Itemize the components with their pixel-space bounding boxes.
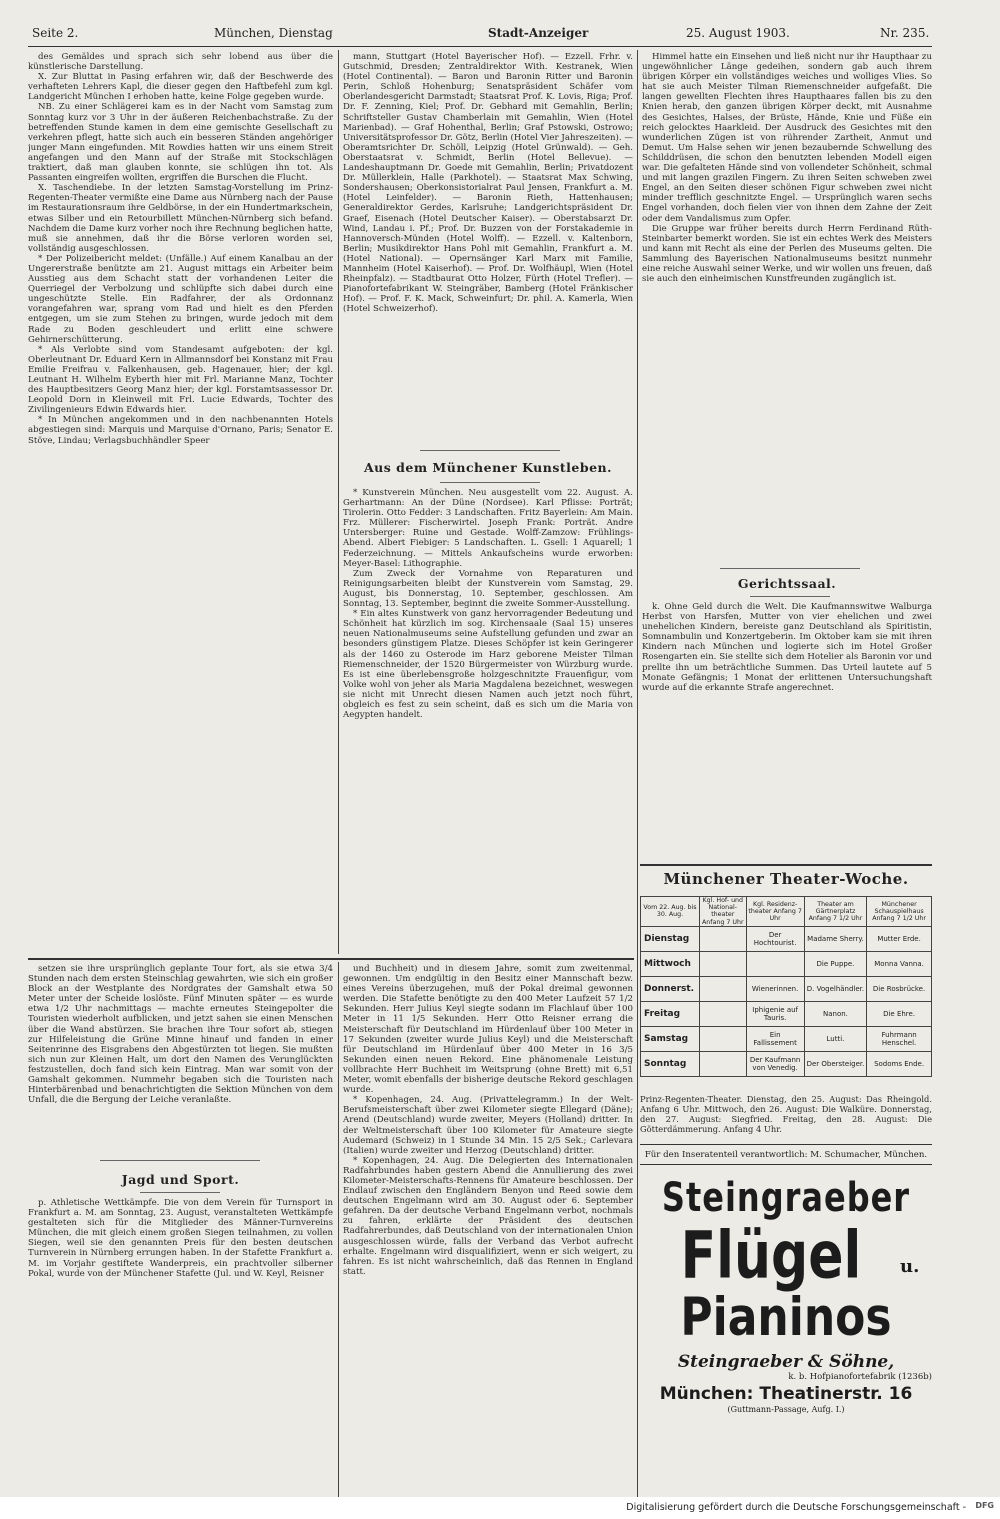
table-cell: [700, 976, 747, 1001]
section-rule: [28, 958, 634, 960]
table-cell: [700, 951, 747, 976]
table-cell: Ein Fallissement: [746, 1026, 804, 1051]
page-number: Seite 2.: [32, 26, 79, 40]
column-divider: [637, 50, 638, 1497]
ad-brand: Steingraeber: [661, 1173, 911, 1221]
ad-address-note: (Guttmann-Passage, Aufg. I.): [727, 1405, 845, 1414]
section-rule: [720, 568, 860, 569]
paragraph: k. Ohne Geld durch die Welt. Die Kaufmannswitwe Walburga Herbst von Harsfen, Mutter von vier ehelichen und zwei unehelichen Kindern, bereiste ganz Deutschland als Spiritistin, Somnambulin und Konzertgeberin. Im Oktober kam sie mit ihren Kindern nach München und logierte sich im Hotel Großer Rosengarten ein. Sie stellte sich dem Hotelier als Baronin vor und prellte ihn um beträchtliche Summen. Das Urteil lautete auf 5 Monate Gefängnis; 1 Monat der erlittenen Untersuchungshaft wurde auf die erkannte Strafe angerechnet.: [642, 602, 932, 693]
issue-date: 25. August 1903.: [686, 26, 790, 40]
ad-product-1: Flügel: [680, 1218, 862, 1294]
paragraph: X. Zur Bluttat in Pasing erfahren wir, daß der Beschwerde des verhafteten Lehrers Kapl, die dieser gegen den Haftbefehl zum kgl. Landgericht München I erhoben hatte, keine Folge gegeben wurde.: [28, 72, 333, 103]
dfg-logo: DFG: [975, 1501, 994, 1510]
responsible-line: Für den Inseratenteil verantwortlich: M. Schumacher, München.: [644, 1150, 928, 1160]
jagd-heading: Jagd und Sport.: [121, 1172, 240, 1187]
section-rule: [750, 596, 830, 597]
paragraph: Himmel hatte ein Einsehen und ließ nicht nur ihr Haupthaar zu ungewöhnlicher Länge gedeihen, sondern gab auch ihrem übrigen Körper ein vollständiges weiches und wolliges Vlies. So hat sie auch Meister Tilman Riemenschneider aufgefaßt. Die langen gewellten Flechten ihres Haupthaares fallen bis zu den Knien herab, den ganzen übrigen Körper deckt, mit Ausnahme des Gesichtes, Halses, der Brüste, Hände, Knie und Füße ein reich gelocktes Haarkleid. Der Ausdruck des Gesichtes mit den wunderlichen Zügen ist von rührender Zartheit, Anmut und Demut. Um Halse sehen wir jenen bezaubernde Schwellung des Schilddrüsen, die schon den benutzten lebenden Modell eigen war. Die gefalteten Hände sind von vollendeter Schönheit, schmal und mit langen grazilen Fingern. Zu ihren Seiten schweben zwei Engel, an den Seiten dieser schönen Figur schweben zwei nicht minder trefflich geschnitzte Engel. — Ursprünglich waren sechs Engel vorhanden, doch fielen vier von ihnen dem Zahne der Zeit oder dem Vandalismus zum Opfer.: [642, 52, 932, 224]
table-cell: Nanon.: [804, 1001, 866, 1026]
paper-title: Stadt-Anzeiger: [488, 26, 589, 40]
kunst-heading: Aus dem Münchener Kunstleben.: [363, 460, 612, 475]
section-rule: [140, 1192, 220, 1193]
table-header: Vom 22. Aug. bis 30. Aug.: [641, 897, 700, 927]
section-rule: [420, 450, 560, 451]
paragraph: * Der Polizeibericht meldet: (Unfälle.) Auf einem Kanalbau an der Ungererstraße benützte am 21. August mittags ein Arbeiter beim Ausstieg aus dem Schacht statt der vorhandenen Leiter die Querriegel der Verbolzung und schlüpfte sich dabei durch eine ungeschützte Stelle. Ein Radfahrer, der als Ordonnanz vorangefahren war, sprang vom Rad und hielt es den Pferden entgegen, um sie zum Stehen zu bringen, wurde jedoch mit dem Rade zu Boden geschleudert und erlitt eine schwere Gehirnerschütterung.: [28, 253, 333, 345]
table-cell: Monna Vanna.: [867, 951, 932, 976]
theater-week-title: Münchener Theater-Woche.: [663, 870, 909, 888]
table-cell: Die Rosbrücke.: [867, 976, 932, 1001]
table-cell: Mutter Erde.: [867, 926, 932, 951]
day-cell: Freitag: [641, 1001, 700, 1026]
paragraph: * Kopenhagen, 24. Aug. (Privattelegramm.) In der Welt-Berufsmeisterschaft über zwei Kilometer siegte Ellegard (Däne); Arend (Deutschland) wurde zweiter, Meyers (Holland) dritter. In der Weltmeisterschaft über 100 Kilometer für Amateure siegte Audemard (Schweiz) in 1 Stunde 34 Min. 15 2/5 Sek.; Carlevara (Italien) wurde zweiter und Herzog (Deutschland) dritter.: [343, 1095, 633, 1156]
paragraph: setzen sie ihre ursprünglich geplante Tour fort, als sie etwa 3/4 Stunden nach dem ersten Steinschlag gewahrten, wie sich ein großer Block an der Westplante des Nordgrates der Gamshalt etwa 50 Meter unter der Scheide loslöste. Fünf Minuten später — es wurde etwa 1/2 Uhr nachmittags — machte erneutes Steingepolter die Touristen wiederholt aufblicken, und jetzt sahen sie einen Menschen über die Wand abstürzen. Sie brachen ihre Tour sofort ab, stiegen zur Hilfeleistung die Grüne Minne hinauf und fanden in einer Seitenrinne des Eisgrabens den Abgestürzten tot liegen. Sie mußten sich nun zur Kleinen Halt, um dort den Namen des Verunglückten festzustellen, doch fand sich kein Eintrag. Man war somit von der Gamshalt gekommen. Nummehr begaben sich die Touristen nach Hinterbärenbad und benachrichtigten die Sektion München von dem Unfall, die die Bergung der Leiche veranlaßte.: [28, 964, 333, 1106]
paragraph: * Als Verlobte sind vom Standesamt aufgeboten: der kgl. Oberleutnant Dr. Eduard Kern in Allmannsdorf bei Konstanz mit Frau Emilie Freifrau v. Falkenhausen, geb. Hagenauer, hier; der kgl. Leutnant H. Wilhelm Eyberth hier mit Frl. Marianne Manz, Tochter des Hauptbesitzers Georg Manz hier; der kgl. Forstamtsassessor Dr. Leopold Dorn in Kleinweil mit Frl. Lucie Edwards, Tochter des Zivilingenieurs Edwin Edwards hier.: [28, 344, 333, 416]
column-2-kunst: [343, 488, 633, 952]
ad-address: München: Theatinerstr. 16: [659, 1384, 913, 1404]
table-row: [641, 1001, 932, 1026]
digitization-footer: [0, 1497, 1000, 1519]
table-cell: Sodoms Ende.: [867, 1051, 932, 1076]
table-cell: [700, 1026, 747, 1051]
issue-number: Nr. 235.: [880, 26, 930, 40]
table-cell: [700, 926, 747, 951]
ad-subtitle: k. b. Hofpianofortefabrik (1236b): [788, 1372, 932, 1382]
table-row: [641, 976, 932, 1001]
table-cell: Wienerinnen.: [746, 976, 804, 1001]
header-rule: [28, 46, 932, 47]
steingraeber-advertisement: [640, 1170, 932, 1414]
table-cell: D. Vogelhändler.: [804, 976, 866, 1001]
theater-table: [640, 896, 932, 1077]
column-3-gericht: [642, 602, 932, 860]
paragraph: und Buchheit) und in diesem Jahre, somit zum zweitenmal, gewonnen. Um endgültig in den Besitz einer Mannschaft bezw. eines Vereins überzugehen, muß der Pokal dreimal gewonnen werden. Die Stafette benötigte zu den 400 Meter Laufzeit 57 1/2 Sekunden. Herr Julius Keyl siegte sodann im Flachlauf über 100 Meter in 11 1/5 Sekunden. Herr Otto Reisner errang die Meisterschaft für Deutschland im Hürdenlauf über 100 Meter in 17 Sekunden (zweiter wurde Julius Keyl) und die Meisterschaft für Deutschland im Hürdenlauf über 400 Meter in 16 3/5 Sekunden einen neuen Rekord. Eine phänomenale Leistung vollbrachte Herr Buchheit im Weitsprung (ohne Brett) mit 6,51 Meter, womit ebenfalls der bisherige deutsche Rekord geschlagen wurde.: [343, 964, 633, 1096]
bottom-column-1b: [28, 1198, 333, 1494]
paragraph: * Kunstverein München. Neu ausgestellt vom 22. August. A. Gerhartmann: An der Düne (Nordsee). Karl Pflisse: Porträt; Tirolerin. Otto Fedder: 3 Landschaften. Fritz Bayerlein: Am Main. Frz. Müllerer: Fischerwirtel. Joseph Frank: Porträt. Andre Untersberger: Ruine und Gestade. Wolff-Zamzow: Frühlings-Abend. Albert Fiebiger: 5 Landschaften. L. Gsell: 1 Aquarell; 1 Federzeichnung. — Mittels Ankaufscheins wurde erworben: Meyer-Basel: Lithographie.: [343, 488, 633, 569]
column-3: [642, 52, 932, 562]
table-header: Münchener Schauspielhaus Anfang 7 1/2 Uhr: [867, 897, 932, 927]
day-cell: Sonntag: [641, 1051, 700, 1076]
place-day: München, Dienstag: [214, 26, 333, 40]
prinzregenten-notice: Prinz-Regenten-Theater. Dienstag, den 25. August: Das Rheingold. Anfang 6 Uhr. Mittwoch, den 26. August: Die Walküre. Donnerstag, den 27. August: Siegfried. Freitag, den 28. August: Die Götterdämmerung. Anfang 4 Uhr.: [640, 1094, 932, 1134]
table-header: Theater am Gärtnerplatz Anfang 7 1/2 Uhr: [804, 897, 866, 927]
table-cell: Iphigenie auf Tauris.: [746, 1001, 804, 1026]
section-rule: [440, 482, 540, 483]
gericht-heading: Gerichtssaal.: [737, 576, 837, 591]
paragraph: mann, Stuttgart (Hotel Bayerischer Hof). — Ezzell. Frhr. v. Gutschmid, Dresden; Zentraldirektor With. Kestranek, Wien (Hotel Continental). — Baron und Baronin Ritter und Baronin Perin, Schloß Hohenburg; Senatspräsident Schäfer vom Oberlandesgericht Darmstadt; Staatsrat Prof. K. Lovis, Riga; Prof. Dr. F. Zenning, Kiel; Prof. Dr. Gebhard mit Gemahlin, Berlin; Schriftsteller Gustav Chamberlain mit Gemahlin, Wien (Hotel Marienbad). — Graf Hohenthal, Berlin; Graf Pstowski, Ostrowo; Universitätsprofessor Dr. Götz, Berlin (Hotel Vier Jahreszeiten). — Oberamtsrichter Dr. Schöll, Leipzig (Hotel Grünwald). — Geh. Oberstaatsrat v. Schmidt, Berlin (Hotel Bellevue). — Landeshauptmann Dr. Goede mit Gemahlin, Berlin; Privatdozent Dr. Müllerklein, Halle (Parkhotel). — Staatsrat Max Schwing, Sondershausen; Oberkonsistorialrat Paul Jensen, Frankfurt a. M. (Hotel Leinfelder). — Baronin Rieth, Hattenhausen; Generaldirektor Gerdes, Karlsruhe; Landgerichtspräsident Dr. Graef, Eisenach (Hotel Deutscher Kaiser). — Oberstabsarzt Dr. Wind, Landau i. Pf.; Prof. Dr. Buzzen von der Forstakademie in Hannoversch-Münden (Hotel Wolff). — Ezzell. v. Kaltenborn, Berlin; Musikdirektor Hans Pohl mit Gemahlin, Frankfurt a. M. (Hotel National). — Opernsänger Karl Marx mit Familie, Mannheim (Hotel Kaiserhof). — Prof. Dr. Wolfhäupl, Wien (Hotel Rheinpfalz). — Stadtbaurat Otto Holzer, Fürth (Hotel Trefler). — Pianofortefabrikant W. Steingräber, Bamberg (Hotel Fränkischer Hof). — Prof. F. K. Mack, Schweinfurt; Dr. phil. A. Kamerla, Wien (Hotel Schweizerhof).: [343, 52, 633, 315]
table-cell: Die Puppe.: [804, 951, 866, 976]
day-cell: Mittwoch: [641, 951, 700, 976]
section-rule: [640, 1164, 932, 1165]
table-header-row: [641, 897, 932, 927]
table-cell: Die Ehre.: [867, 1001, 932, 1026]
day-cell: Dienstag: [641, 926, 700, 951]
table-row: [641, 1051, 932, 1076]
paragraph: * In München angekommen und in den nachbenannten Hotels abgestiegen sind: Marquis und Marquise d'Ornano, Paris; Senator E. Stöve, Lindau; Verlagsbuchhändler Speer: [28, 415, 333, 446]
theater-rule: [640, 864, 932, 866]
table-cell: Lutti.: [804, 1026, 866, 1051]
table-cell: [746, 951, 804, 976]
bottom-column-1: [28, 964, 333, 1154]
page-header: [28, 26, 932, 44]
ad-product-2: Pianinos: [680, 1286, 892, 1349]
paragraph: p. Athletische Wettkämpfe. Die von dem Verein für Turnsport in Frankfurt a. M. am Sonntag, 23. August, veranstalteten Wettkämpfe gestalteten sich für die Mitglieder des Männer-Turnvereins München, die mit gleich einem großen Siegen teilnahmen, zu vollen Siegen, weil sie den genannten Preis für den besten deutschen Turnverein in Nürnberg errungen haben. In der Stafette Frankfurt a. M. im Vorjahr gestiftete Wanderpreis, ein prachtvoller silberner Pokal, wurde von der Münchener Stafette (Jul. und W. Keyl, Reisner: [28, 1198, 333, 1279]
table-cell: Der Kaufmann von Venedig.: [746, 1051, 804, 1076]
paragraph: * Ein altes Kunstwerk von ganz hervorragender Bedeutung und Schönheit hat kürzlich im sog. Kirchensaale (Saal 15) unseres neuen Nationalmuseums seine Aufstellung gefunden und zwar an besonders günstigem Platze. Dieses Schöpfer ist kein Geringerer als der 1460 zu Osterode im Harz geborene Meister Tilman Riemenschneider, der 1520 Bürgermeister von Würzburg wurde. Es ist eine überlebensgroße holzgeschnitzte Frauenfigur, vom Volke wohl von jeher als Maria Magdalena bezeichnet, weswegen sie nicht mit Unrecht diesen Namen auch jetzt noch führt, obgleich es fest zu sein scheint, daß es sich um die Maria von Aegypten handelt.: [343, 609, 633, 721]
table-cell: Fuhrmann Henschel.: [867, 1026, 932, 1051]
paragraph: Zum Zweck der Vornahme von Reparaturen und Reinigungsarbeiten bleibt der Kunstverein vom Samstag, 29. August, bis Donnerstag, 10. September, geschlossen. Am Sonntag, 13. September, beginnt die zweite Sommer-Ausstellung.: [343, 568, 633, 610]
table-header: Kgl. Residenz-theater Anfang 7 Uhr: [746, 897, 804, 927]
table-row: [641, 926, 932, 951]
table-cell: Madame Sherry.: [804, 926, 866, 951]
bottom-column-2: [343, 964, 633, 1494]
table-row: [641, 951, 932, 976]
section-rule: [640, 1144, 932, 1145]
ad-company: Steingraeber & Söhne,: [677, 1352, 895, 1372]
paragraph: NB. Zu einer Schlägerei kam es in der Nacht vom Samstag zum Sonntag kurz vor 3 Uhr in der äußeren Reichenbachstraße. Zu der betreffenden Stunde kamen in dem eine gemischte Gesellschaft zu verkehren pflegt, hatte sich auch ein besseren Ständen angehöriger junger Mann eingefunden. Mit Rowdies hatten wir uns einem Streit angefangen und den Mann auf der Straße mit Stockschlägen traktiert, daß man glauben konnte, sie schlügen ihn tot. Als Passanten eingreifen wollten, ergriffen die Burschen die Flucht.: [28, 102, 333, 184]
table-row: [641, 1026, 932, 1051]
day-cell: Samstag: [641, 1026, 700, 1051]
paragraph: X. Taschendiebe. In der letzten Samstag-Vorstellung im Prinz-Regenten-Theater vermißte eine Dame aus Nürnberg nach der Pause im Restaurationsraum ihre Geldbörse, in der ein Hundertmarkschein, etwas Silber und ein Retourbillett München-Nürnberg sich befand. Nachdem die Dame kurz vorher noch ihre Rechnung beglichen hatte, muß sie annehmen, daß ihr die Börse verloren worden sei, vollständig ausgeschlossen.: [28, 183, 333, 254]
table-cell: Der Obersteiger.: [804, 1051, 866, 1076]
table-cell: [700, 1001, 747, 1026]
section-rule: [100, 1160, 260, 1161]
footer-text: Digitalisierung gefördert durch die Deutsche Forschungsgemeinschaft -: [626, 1502, 966, 1513]
paragraph: Die Gruppe war früher bereits durch Herrn Ferdinand Rüth-Steinbarter bemerkt worden. Sie ist ein echtes Werk des Meisters und kann mit Recht als eine der Perlen des Museums gelten. Die Sammlung des Bayerischen Nationalmuseums besitzt nunmehr eine reiche Auswahl seiner Werke, und wir wollen uns freuen, daß sie auch den einheimischen Kunstfreunden zugänglich ist.: [642, 223, 932, 285]
table-header: Kgl. Hof- und National-theater Anfang 7 Uhr: [700, 897, 747, 927]
paragraph: * Kopenhagen, 24. Aug. Die Delegierten des Internationalen Radfahrbundes haben gestern Abend die Annullierung des zwei Kilometer-Meisterschafts-Rennens für Amateure beschlossen. Der Endlauf zwischen den Engländern Benyon und Reed sowie dem deutschen Engelmann wird am 30. August oder 6. September gefahren. Da der deutsche Verband Engelmann verbot, nochmals zu fahren, erklärte der Präsident des deutschen Radfahrerbundes, daß Deutschland von der internationalen Union ausgeschlossen würde, falls der Verband das Verbot aufrecht erhalte. Engelmann wird disqualifiziert, wenn er sich weigert, zu fahren. Es ist nicht wahrscheinlich, daß das Rennen in England statt.: [343, 1155, 633, 1277]
column-divider: [338, 50, 339, 954]
column-2-hotels: [343, 52, 633, 442]
day-cell: Donnerst.: [641, 976, 700, 1001]
table-cell: Der Hochtourist.: [746, 926, 804, 951]
ad-conjunction: u.: [900, 1256, 920, 1277]
column-divider: [338, 962, 339, 1497]
column-1: [28, 52, 333, 952]
table-cell: [700, 1051, 747, 1076]
paragraph: des Gemäldes und sprach sich sehr lobend aus über die künstlerische Darstellung.: [28, 52, 333, 73]
